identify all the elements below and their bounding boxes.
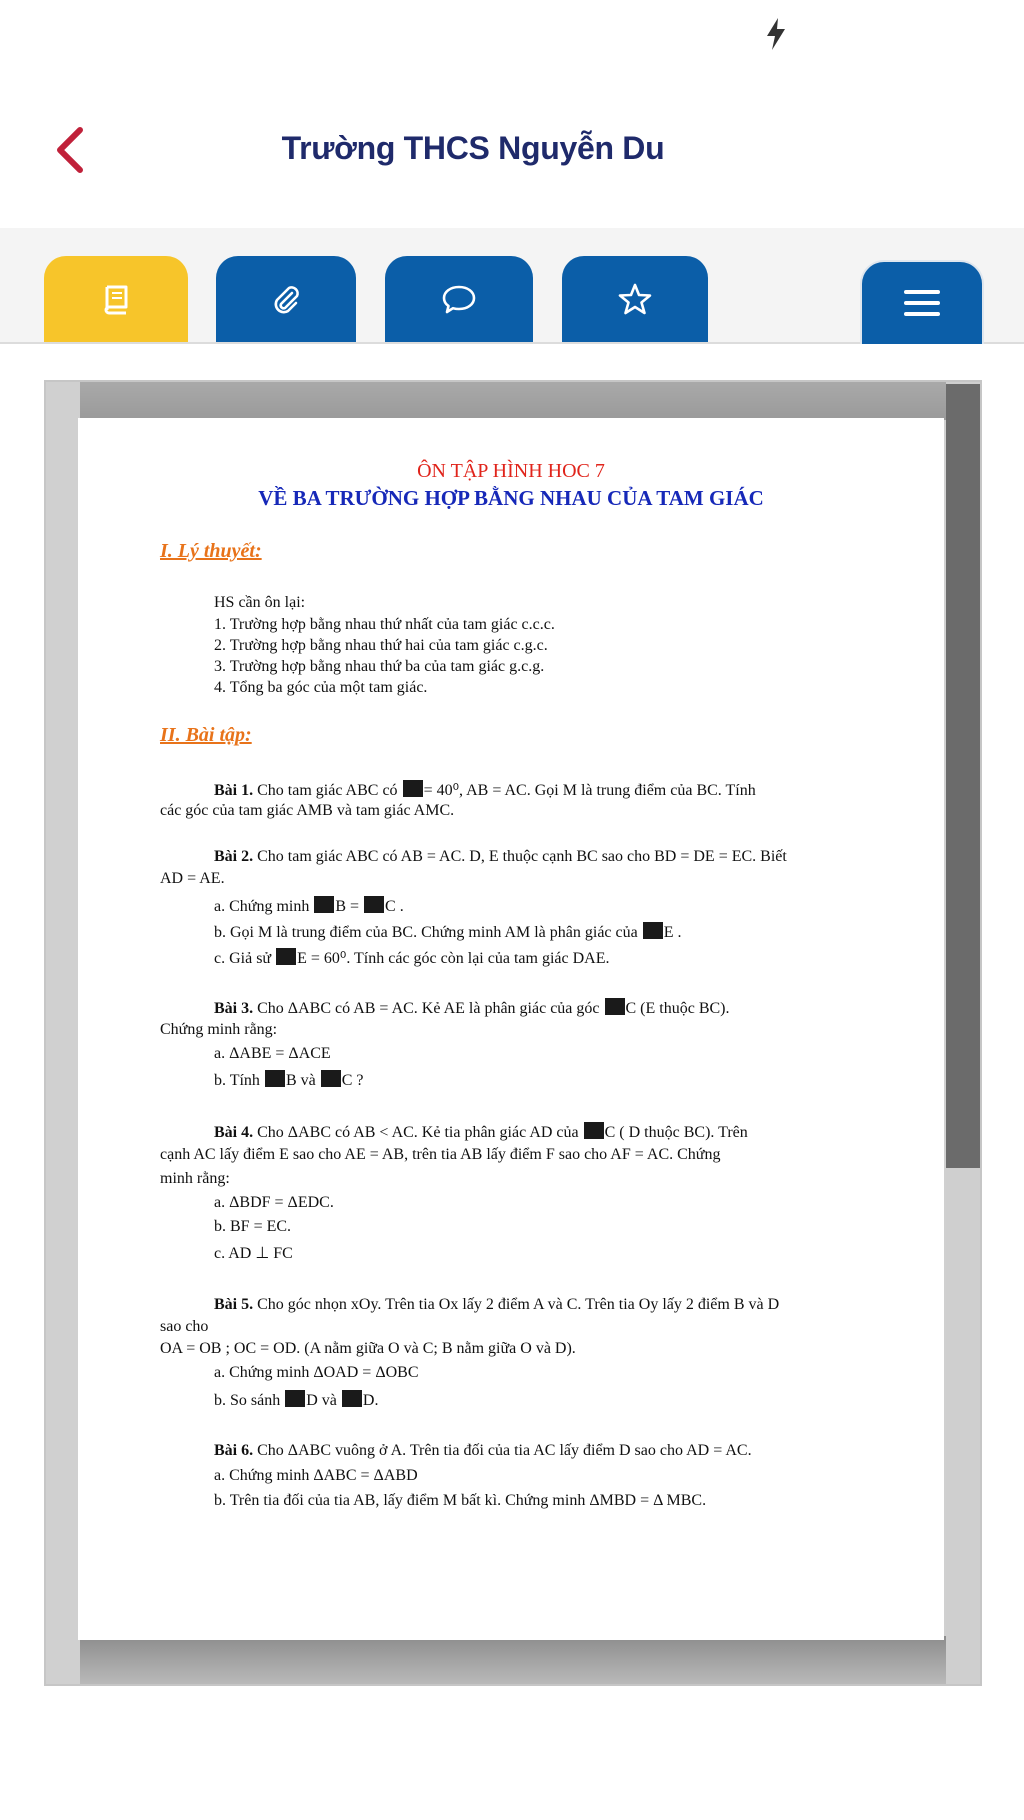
exercise-5-line: OA = OB ; OC = OD. (A nằm giữa O và C; B nằm giữa O và D). bbox=[160, 1340, 576, 1357]
section-exercises-heading: II. Bài tập: bbox=[160, 724, 252, 746]
angle-symbol bbox=[276, 948, 296, 965]
angle-symbol bbox=[321, 1070, 341, 1087]
section-theory-heading: I. Lý thuyết: bbox=[160, 540, 262, 562]
angle-symbol bbox=[285, 1390, 305, 1407]
exercise-5b: b. So sánh D và D. bbox=[214, 1392, 379, 1409]
exercise-1-line: Bài 1. Cho tam giác ABC có = 40⁰, AB = AC. Gọi M là trung điểm của BC. Tính bbox=[214, 782, 756, 799]
app-header bbox=[0, 100, 1024, 200]
exercise-5a: a. Chứng minh ΔOAD = ΔOBC bbox=[214, 1364, 419, 1381]
exercise-3-line: Chứng minh rằng: bbox=[160, 1021, 278, 1038]
exercise-4b: b. BF = EC. bbox=[214, 1218, 292, 1235]
angle-symbol bbox=[584, 1122, 604, 1139]
exercise-3b: b. Tính B và C ? bbox=[214, 1072, 364, 1089]
angle-symbol bbox=[605, 998, 625, 1015]
list-item: 4. Tổng ba góc của một tam giác. bbox=[214, 679, 428, 696]
angle-symbol bbox=[643, 922, 663, 939]
tab-strip bbox=[0, 228, 1024, 344]
tab-attachment[interactable] bbox=[216, 256, 356, 342]
document-title: ÔN TẬP HÌNH HOC 7 bbox=[417, 460, 605, 482]
tab-lesson[interactable] bbox=[44, 256, 188, 342]
document-subtitle: VỀ BA TRƯỜNG HỢP BẰNG NHAU CỦA TAM GIÁC bbox=[258, 486, 764, 510]
theory-intro: HS cần ôn lại: bbox=[214, 594, 306, 611]
hamburger-menu-icon bbox=[903, 287, 941, 319]
exercise-6-line: Bài 6. Cho ΔABC vuông ở A. Trên tia đối của tia AC lấy điểm D sao cho AD = AC. bbox=[214, 1442, 752, 1459]
exercise-4a: a. ΔBDF = ΔEDC. bbox=[214, 1194, 334, 1211]
exercise-3-line: Bài 3. Cho ΔABC có AB = AC. Kẻ AE là phân giác của góc C (E thuộc BC). bbox=[214, 1000, 730, 1017]
viewer-scrollbar[interactable] bbox=[946, 382, 980, 1684]
tab-comment[interactable] bbox=[385, 256, 533, 342]
list-item: 2. Trường hợp bằng nhau thứ hai của tam giác c.g.c. bbox=[214, 637, 548, 654]
exercise-2c: c. Giả sử E = 60⁰. Tính các góc còn lại của tam giác DAE. bbox=[214, 950, 610, 967]
speech-bubble-icon bbox=[440, 281, 478, 317]
angle-symbol bbox=[265, 1070, 285, 1087]
exercise-4-line: Bài 4. Cho ΔABC có AB < AC. Kẻ tia phân giác AD của C ( D thuộc BC). Trên bbox=[214, 1124, 748, 1141]
exercise-6b: b. Trên tia đối của tia AB, lấy điểm M bất kì. Chứng minh ΔMBD = Δ MBC. bbox=[214, 1492, 707, 1509]
list-item: 1. Trường hợp bằng nhau thứ nhất của tam giác c.c.c. bbox=[214, 616, 555, 633]
book-icon bbox=[98, 281, 134, 317]
exercise-4c: c. AD ⊥ FC bbox=[214, 1245, 293, 1262]
page-title: Trường THCS Nguyễn Du bbox=[281, 130, 665, 166]
angle-symbol bbox=[403, 780, 423, 797]
exercise-5-line: Bài 5. Cho góc nhọn xOy. Trên tia Ox lấy 2 điểm A và C. Trên tia Oy lấy 2 điểm B và D bbox=[214, 1296, 780, 1313]
exercise-6a: a. Chứng minh ΔABC = ΔABD bbox=[214, 1467, 418, 1484]
menu-button[interactable] bbox=[860, 260, 984, 344]
tab-favorite[interactable] bbox=[562, 256, 708, 342]
document-page bbox=[78, 418, 944, 1640]
page-shadow-bottom bbox=[80, 1636, 948, 1684]
list-item: 3. Trường hợp bằng nhau thứ ba của tam giác g.c.g. bbox=[214, 658, 545, 675]
exercise-2b: b. Gọi M là trung điểm của BC. Chứng minh AM là phân giác của E . bbox=[214, 924, 682, 941]
exercise-4-line: cạnh AC lấy điểm E sao cho AE = AB, trên tia AB lấy điểm F sao cho AF = AC. Chứng bbox=[160, 1146, 721, 1163]
page-shadow-top bbox=[80, 382, 948, 420]
exercise-1-line: các góc của tam giác AMB và tam giác AMC. bbox=[160, 802, 455, 819]
exercise-4-line: minh rằng: bbox=[160, 1170, 230, 1187]
exercise-3a: a. ΔABE = ΔACE bbox=[214, 1045, 331, 1062]
paperclip-icon bbox=[268, 281, 304, 317]
angle-symbol bbox=[314, 896, 334, 913]
angle-symbol bbox=[364, 896, 384, 913]
exercise-2a: a. Chứng minh B = C . bbox=[214, 898, 404, 915]
exercise-2-line: AD = AE. bbox=[160, 870, 225, 887]
star-icon bbox=[617, 281, 653, 317]
scroll-thumb[interactable] bbox=[946, 384, 980, 1168]
flash-icon bbox=[762, 16, 790, 52]
exercise-5-line: sao cho bbox=[160, 1318, 209, 1335]
angle-symbol bbox=[342, 1390, 362, 1407]
status-bar bbox=[0, 0, 1024, 70]
exercise-2-line: Bài 2. Cho tam giác ABC có AB = AC. D, E thuộc cạnh BC sao cho BD = DE = EC. Biết bbox=[214, 848, 787, 865]
